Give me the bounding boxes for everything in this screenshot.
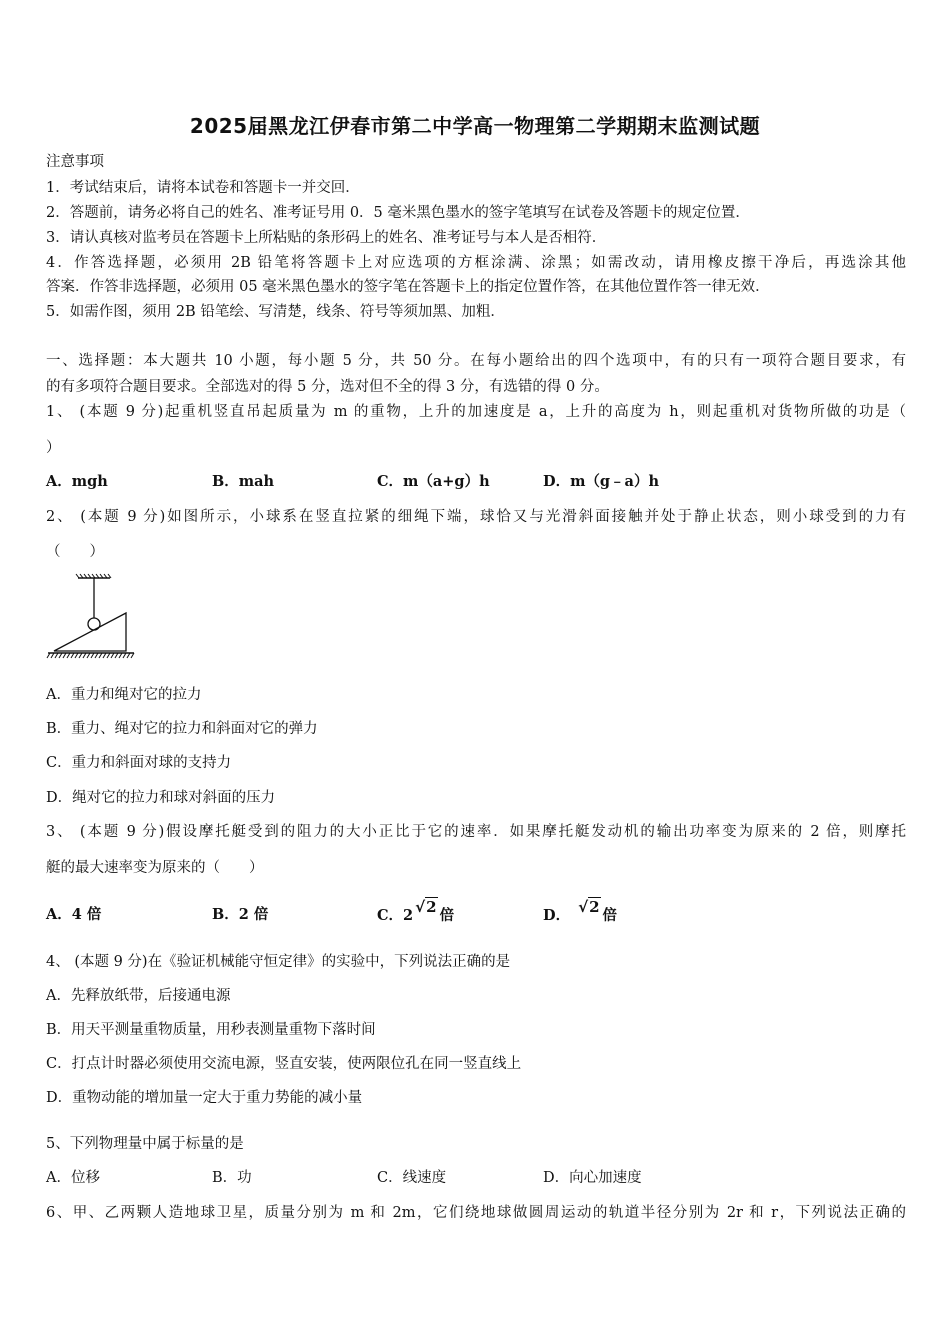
ground	[47, 653, 134, 658]
q1-option-c: C．m（a+g）h	[377, 473, 490, 490]
q3-option-b: B．2 倍	[212, 906, 269, 923]
q4-option-c: C．打点计时器必须使用交流电源，竖直安装，使两限位孔在同一竖直线上	[46, 1056, 522, 1072]
section-intro: 一、选择题：本大题共 10 小题，每小题 5 分，共 50 分。在每小题给出的四个选项中，有的只有一项符合题目要求，有	[46, 353, 906, 369]
notice-item: 5．如需作图，须用 2B 铅笔绘、写清楚，线条、符号等须加黑、加粗．	[46, 304, 505, 320]
question-6-text: 6、甲、乙两颗人造地球卫星，质量分别为 m 和 2m，它们绕地球做圆周运动的轨道半径分别为 2r 和 r，下列说法正确的	[46, 1205, 906, 1221]
q5-option-d: D．向心加速度	[543, 1170, 642, 1186]
notice-item: 2．答题前，请务必将自己的姓名、准考证号用 0．5 毫米黑色墨水的签字笔填写在试卷及答题卡的规定位置．	[46, 205, 750, 221]
question-2-text: 2、 (本题 9 分)如图所示，小球系在竖直拉紧的细绳下端，球恰又与光滑斜面接触并处于静止状态，则小球受到的力有	[46, 509, 906, 525]
q5-option-c: C．线速度	[377, 1170, 447, 1186]
q2-option-b: B．重力、绳对它的拉力和斜面对它的弹力	[46, 721, 318, 737]
q3-option-c	[377, 898, 455, 926]
q1-option-b: B．mah	[212, 473, 275, 490]
q3-option-d	[543, 898, 618, 926]
section-intro: 的有多项符合题目要求。全部选对的得 5 分，选对但不全的得 3 分，有选错的得 0 分。	[46, 379, 609, 395]
sqrt-symbol: √2	[578, 898, 600, 916]
question-5-text: 5、下列物理量中属于标量的是	[46, 1136, 244, 1152]
q1-option-a: A．mgh	[46, 473, 108, 490]
question-2-text: （ ）	[46, 544, 104, 560]
notice-item: 1．考试结束后，请将本试卷和答题卡一并交回．	[46, 180, 360, 196]
question-1-text: 1、 (本题 9 分)起重机竖直吊起质量为 m 的重物，上升的加速度是 a，上升的高度为 h，则起重机对货物所做的功是（	[46, 404, 906, 420]
q3-option-d-prefix: D．	[543, 907, 571, 924]
notice-heading: 注意事项	[46, 154, 104, 170]
question-3-text: 3、 (本题 9 分)假设摩托艇受到的阻力的大小正比于它的速率．如果摩托艇发动机的输出功率变为原来的 2 倍，则摩托	[46, 824, 907, 840]
q2-option-a: A．重力和绳对它的拉力	[46, 687, 202, 703]
sqrt-radicand: 2	[426, 898, 437, 916]
ball-incline-figure	[44, 573, 140, 665]
q4-option-a: A．先释放纸带，后接通电源	[46, 988, 231, 1004]
question-4-text: 4、 (本题 9 分)在《验证机械能守恒定律》的实验中，下列说法正确的是	[46, 954, 511, 970]
q5-option-b: B．功	[212, 1170, 252, 1186]
sqrt-radicand: 2	[589, 898, 600, 916]
q5-option-a: A．位移	[46, 1170, 100, 1186]
sqrt-symbol: √2	[415, 898, 437, 916]
notice-item: 答案．作答非选择题，必须用 05 毫米黑色墨水的签字笔在答题卡上的指定位置作答，在其他位置作答一律无效．	[46, 279, 770, 295]
q2-option-c: C．重力和斜面对球的支持力	[46, 755, 232, 771]
question-3-text: 艇的最大速率变为原来的（ ）	[46, 860, 264, 876]
q2-option-d: D．绳对它的拉力和球对斜面的压力	[46, 790, 276, 806]
q3-option-d-suffix: 倍	[602, 907, 618, 924]
q4-option-d: D．重物动能的增加量一定大于重力势能的减小量	[46, 1090, 363, 1106]
q3-option-c-suffix: 倍	[439, 907, 455, 924]
q4-option-b: B．用天平测量重物质量，用秒表测量重物下落时间	[46, 1022, 376, 1038]
q3-option-a: A．4 倍	[46, 906, 102, 923]
ceiling-support	[76, 574, 111, 578]
q1-option-d: D．m（g﹣a）h	[543, 473, 659, 490]
q3-option-c-prefix: C．2	[377, 907, 414, 924]
notice-item: 4．作答选择题，必须用 2B 铅笔将答题卡上对应选项的方框涂满、涂黑；如需改动，请用橡皮擦干净后，再选涂其他	[46, 255, 906, 271]
notice-item: 3．请认真核对监考员在答题卡上所粘贴的条形码上的姓名、准考证号与本人是否相符．	[46, 230, 607, 246]
page-title: 2025届黑龙江伊春市第二中学高一物理第二学期期末监测试题	[189, 114, 761, 138]
question-1-text: ）	[46, 440, 61, 456]
